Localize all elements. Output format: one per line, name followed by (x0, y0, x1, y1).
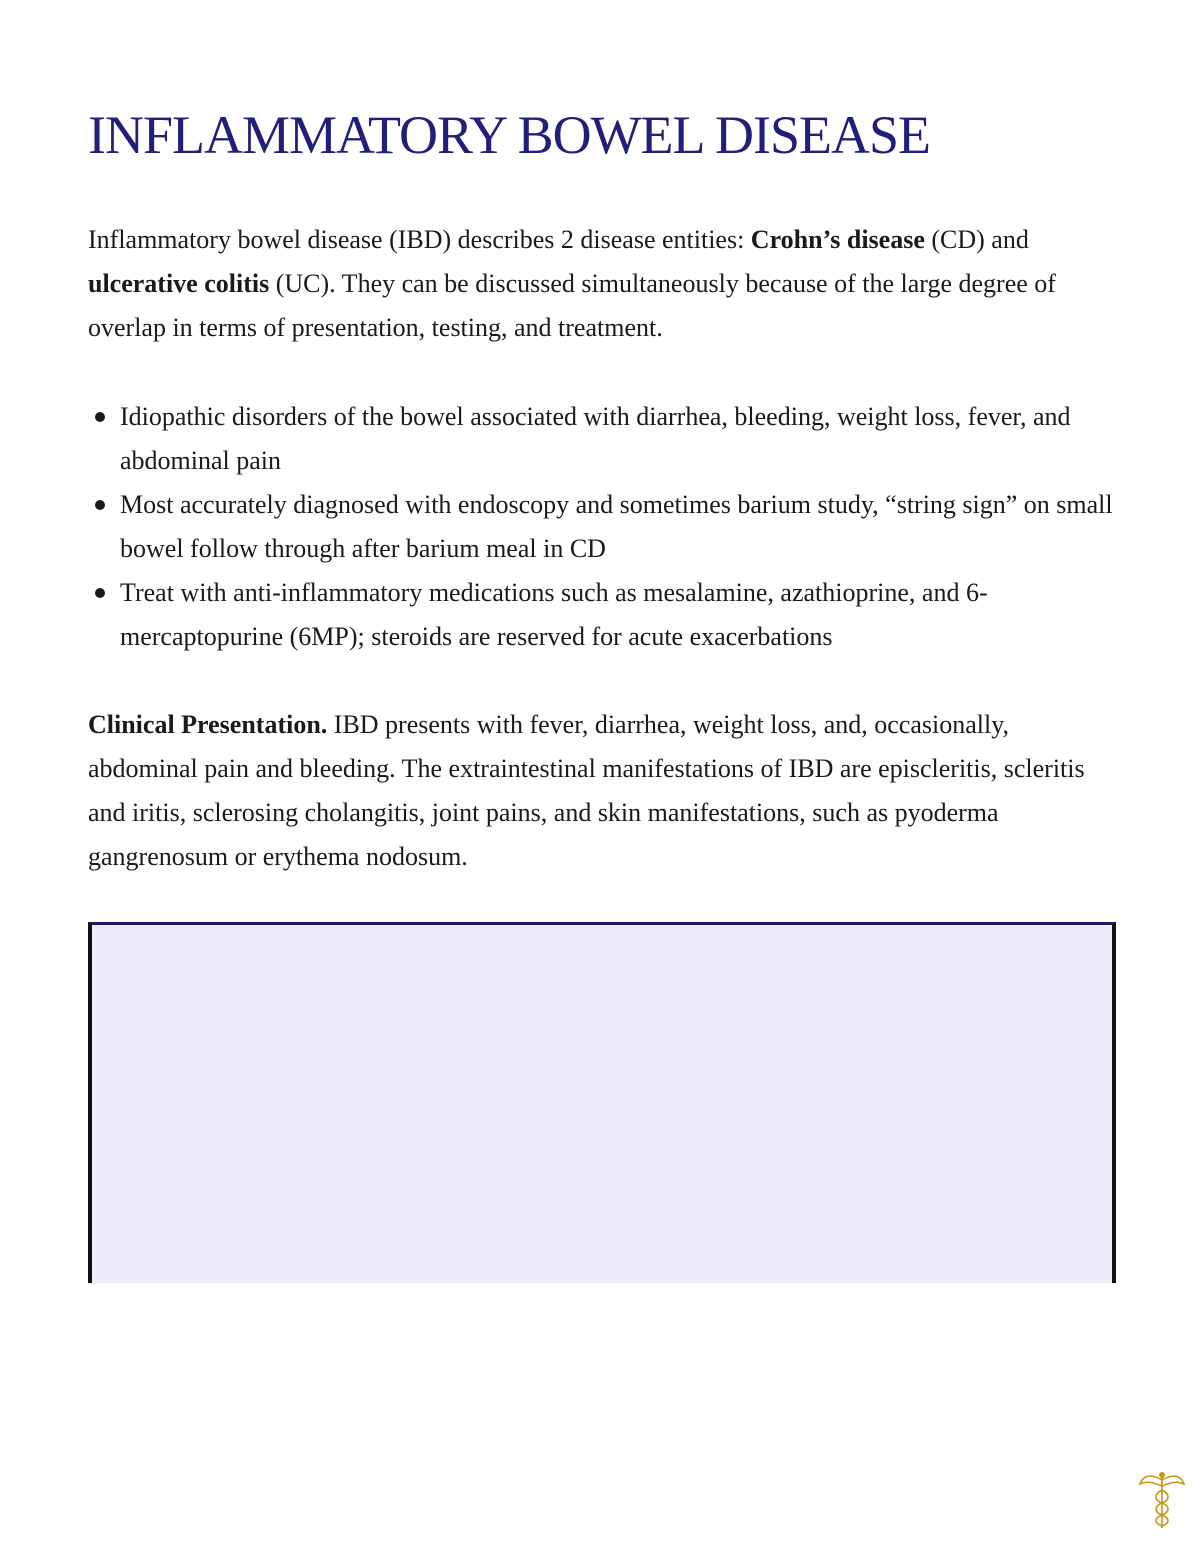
list-item (88, 483, 1118, 571)
clinical-presentation-paragraph (88, 703, 1118, 879)
clinical-heading: Clinical Presentation. (88, 710, 328, 739)
list-item (88, 395, 1118, 483)
list-item-text: Most accurately diagnosed with endoscopy and sometimes barium study, “string sign” on small bowel follow through after barium meal in CD (120, 490, 1113, 563)
intro-text-2: (CD) and (924, 225, 1029, 254)
shaded-content-box (88, 922, 1116, 1283)
list-item (88, 571, 1118, 659)
list-item-text: Treat with anti-inflammatory medications such as mesalamine, azathioprine, and 6-mercaptopurine (6MP); steroids are reserved for acute exacerbations (120, 578, 988, 651)
page-title: INFLAMMATORY BOWEL DISEASE (88, 105, 931, 165)
crohns-term: Crohn’s disease (750, 225, 925, 254)
bullet-icon (95, 412, 105, 422)
uc-term: ulcerative colitis (88, 269, 270, 298)
list-item-text: Idiopathic disorders of the bowel associated with diarrhea, bleeding, weight loss, fever, and abdominal pain (120, 402, 1071, 475)
bullet-icon (95, 500, 105, 510)
bullet-icon (95, 588, 105, 598)
caduceus-icon (1138, 1468, 1186, 1544)
intro-text-1: Inflammatory bowel disease (IBD) describes 2 disease entities: (88, 225, 751, 254)
key-points-list (88, 395, 1118, 659)
clinical-body: IBD presents with fever, diarrhea, weight loss, and, occasionally, abdominal pain and bleeding. The extraintestinal manifestations of IBD are episcleritis, scleritis and iritis, sclerosing cholangitis, joint pains, and skin manifestations, such as pyoderma gangrenosum or erythema nodosum. (88, 710, 1085, 871)
intro-paragraph (88, 218, 1118, 350)
intro-text-3: (UC). They can be discussed simultaneously because of the large degree of overlap in terms of presentation, testing, and treatment. (88, 269, 1056, 342)
